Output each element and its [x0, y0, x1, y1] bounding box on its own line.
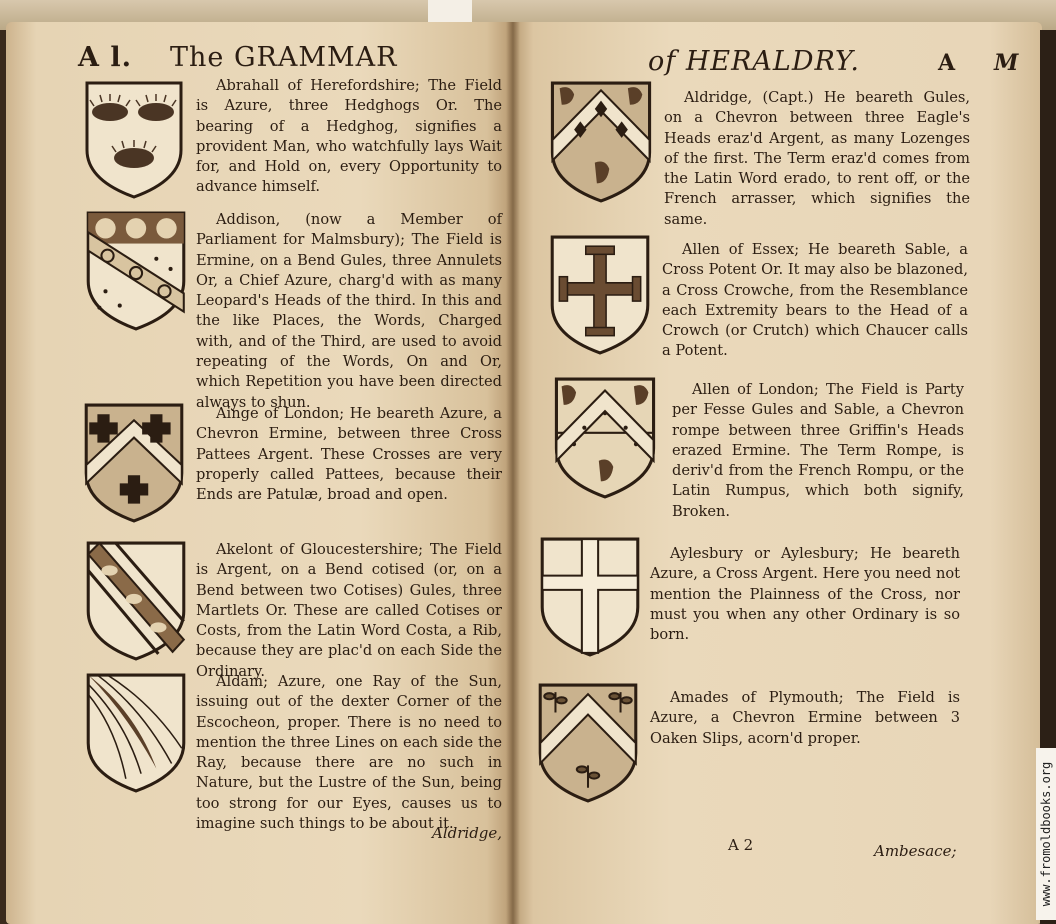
page-signature: A 2 — [728, 836, 754, 854]
shield-plain-cross-icon — [538, 536, 642, 658]
watermark-text: www.fromoldbooks.org — [1039, 761, 1053, 907]
shield-griffins-chevron-icon — [546, 376, 664, 500]
shield-bend-martlets-icon — [84, 540, 188, 662]
entry-addison — [196, 210, 502, 413]
entry-ainge — [196, 404, 502, 505]
shield-bend-annulets-icon — [84, 210, 188, 332]
entry-abrahall-text: Abrahall of Herefordshire; The Field is Azure, three Hedghogs Or. The bearing of a Hedghog, signifies a provident Man, who watchfully lays Wait for, and Hold on, every Opportunity to advance himself. — [196, 77, 502, 196]
shield-cross-potent-icon — [548, 234, 652, 356]
entry-akelont-text: Akelont of Gloucestershire; The Field is Argent, on a Bend cotised (or, on a Bend between two Cotises) Gules, three Martlets Or. These are called Cotises or Costs, from the Latin Word Costa, a Rib, because they are plac'd on each Side the Ordinary. — [196, 541, 502, 680]
shield-chevron-crosses-icon — [82, 402, 186, 524]
entry-allen-essex — [662, 240, 968, 362]
entry-aldam — [196, 672, 502, 834]
left-catchword: Aldridge, — [432, 824, 503, 842]
shield-oaken-slips-icon — [536, 682, 640, 804]
entry-aylesbury — [650, 544, 960, 645]
entry-ainge-text: Ainge of London; He beareth Azure, a Chevron Ermine, between three Cross Pattees Argent. These Crosses are very properly called Pattees, because their Ends are Patulæ, broad and open. — [196, 405, 502, 504]
book-gutter — [506, 22, 520, 924]
right-page-letter-2: M — [994, 50, 1020, 76]
entry-allen-london — [672, 380, 964, 522]
right-catchword: Ambesace; — [874, 842, 957, 860]
entry-amades-text: Amades of Plymouth; The Field is Azure, a Chevron Ermine between 3 Oaken Slips, acorn'd proper. — [650, 689, 960, 747]
watermark-label — [1036, 748, 1056, 920]
entry-abrahall — [196, 76, 502, 198]
shield-sun-ray-icon — [84, 672, 188, 794]
entry-aylesbury-text: Aylesbury or Aylesbury; He beareth Azure, a Cross Argent. Here you need not mention the Plainness of the Cross, nor must you when any other Ordinary is so born. — [650, 545, 960, 644]
entry-allen-london-text: Allen of London; The Field is Party per Fesse Gules and Sable, a Chevron rompe between three Griffin's Heads erazed Ermine. The Term Rompe, is deriv'd from the French Rompu, or the Latin Rumpus, which both signify, Broken. — [672, 381, 964, 520]
paper-tab — [428, 0, 472, 22]
entry-aldam-text: Aldam; Azure, one Ray of the Sun, issuing out of the dexter Corner of the Escocheon, proper. There is no need to mention the three Lines on each side the Ray, because there are no such in Nature, but the Lustre of the Sun, being too strong for our Eyes, causes us to imagine such things to be about it. — [196, 673, 502, 833]
entry-aldridge — [664, 88, 970, 230]
left-page-letter: A l. — [78, 42, 133, 73]
entry-amades — [650, 688, 960, 749]
entry-allen-essex-text: Allen of Essex; He beareth Sable, a Cross Potent Or. It may also be blazoned, a Cross Crowche, from the Resemblance each Extremity bears to the Head of a Crowch (or Crutch) which Chaucer calls a Potent. — [662, 241, 968, 360]
entry-aldridge-text: Aldridge, (Capt.) He beareth Gules, on a Chevron between three Eagle's Heads eraz'd Argent, as many Lozenges of the first. The Term eraz'd comes from the Latin Word erado, to rent off, or the French arrasser, which signifies the same. — [664, 89, 970, 228]
shield-hedgehogs-icon — [82, 80, 186, 200]
entry-akelont — [196, 540, 502, 682]
shield-eagles-chevron-icon — [548, 80, 654, 204]
right-page-letter: A — [938, 50, 957, 76]
left-running-title: The GRAMMAR — [170, 42, 398, 73]
right-running-title: of HERALDRY. — [648, 46, 860, 77]
entry-addison-text: Addison, (now a Member of Parliament for Malmsbury); The Field is Ermine, on a Bend Gules, three Annulets Or, a Chief Azure, charg'd with as many Leopard's Heads of the third. In this and the like Places, the Words, Charged with, and of the Third, are used to avoid repeating of the Words, On and Or, which Repetition you have been directed always to shun. — [196, 211, 502, 411]
